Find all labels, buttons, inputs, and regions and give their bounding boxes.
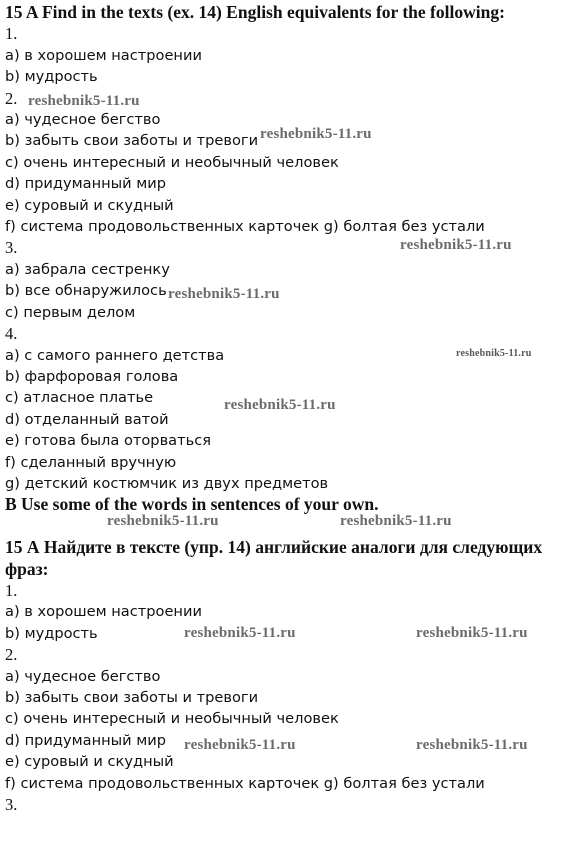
watermark-text: reshebnik5-11.ru [168,286,280,302]
list-item: e) суровый и скудный [5,753,174,771]
section-number-1-ru: 1. [5,580,18,600]
list-item: d) придуманный мир [5,731,167,749]
watermark-text: reshebnik5-11.ru [416,625,528,641]
section-number-4: 4. [5,324,18,344]
list-item: c) первым делом [5,303,136,321]
section-number-3-ru: 3. [5,795,18,815]
list-item: b) мудрость [5,68,98,86]
list-item: a) чудесное бегство [5,667,161,685]
watermark-text: reshebnik5-11.ru [400,237,512,253]
list-item: a) с самого раннего детства [5,346,225,364]
list-item: c) очень интересный и необычный человек [5,153,339,171]
watermark-text: reshebnik5-11.ru [340,513,452,529]
watermark-text: reshebnik5-11.ru [28,93,140,109]
section-number-2: 2. [5,88,18,108]
list-item: e) суровый и скудный [5,196,174,214]
list-item: f) сделанный вручную [5,453,177,471]
list-item: b) забыть свои заботы и тревоги [5,132,259,150]
exercise-a-heading-en: 15 A Find in the texts (ex. 14) English equivalents for the following: [5,2,505,22]
spacer-line [5,516,583,537]
exercise-b-heading-en: B Use some of the words in sentences of your own. [5,494,379,515]
exercise-a-heading-ru: 15 А Найдите в тексте (упр. 14) английские аналоги для следующих фраз: [5,537,543,579]
list-item: a) в хорошем настроении [5,46,202,64]
watermark-text: reshebnik5-11.ru [260,126,372,142]
watermark-text: reshebnik5-11.ru [456,348,532,359]
watermark-text: reshebnik5-11.ru [107,513,219,529]
list-item: g) детский костюмчик из двух предметов [5,474,329,492]
watermark-text: reshebnik5-11.ru [184,737,296,753]
list-item: b) забыть свои заботы и тревоги [5,689,259,706]
list-item: b) фарфоровая голова [5,367,179,385]
watermark-text: reshebnik5-11.ru [224,397,336,413]
list-item: b) все обнаружилось [5,282,167,300]
list-item: b) мудрость [5,624,98,642]
list-item: f) система продовольственных карточек g) болтая без устали [5,218,485,236]
list-item: c) очень интересный и необычный человек [5,710,339,728]
list-item: f) система продовольственных карточек g) болтая без устали [5,774,485,792]
section-number-1: 1. [5,24,18,44]
list-item: d) придуманный мир [5,175,167,193]
section-number-3: 3. [5,238,18,258]
list-item: e) готова была оторваться [5,432,212,450]
list-item: c) атласное платье [5,389,154,407]
list-item: a) в хорошем настроении [5,603,202,621]
watermark-text: reshebnik5-11.ru [416,737,528,753]
section-number-2-ru: 2. [5,645,18,665]
list-item: a) забрала сестренку [5,260,170,278]
list-item: a) чудесное бегство [5,111,161,129]
list-item: d) отделанный ватой [5,410,169,428]
watermark-text: reshebnik5-11.ru [184,625,296,641]
